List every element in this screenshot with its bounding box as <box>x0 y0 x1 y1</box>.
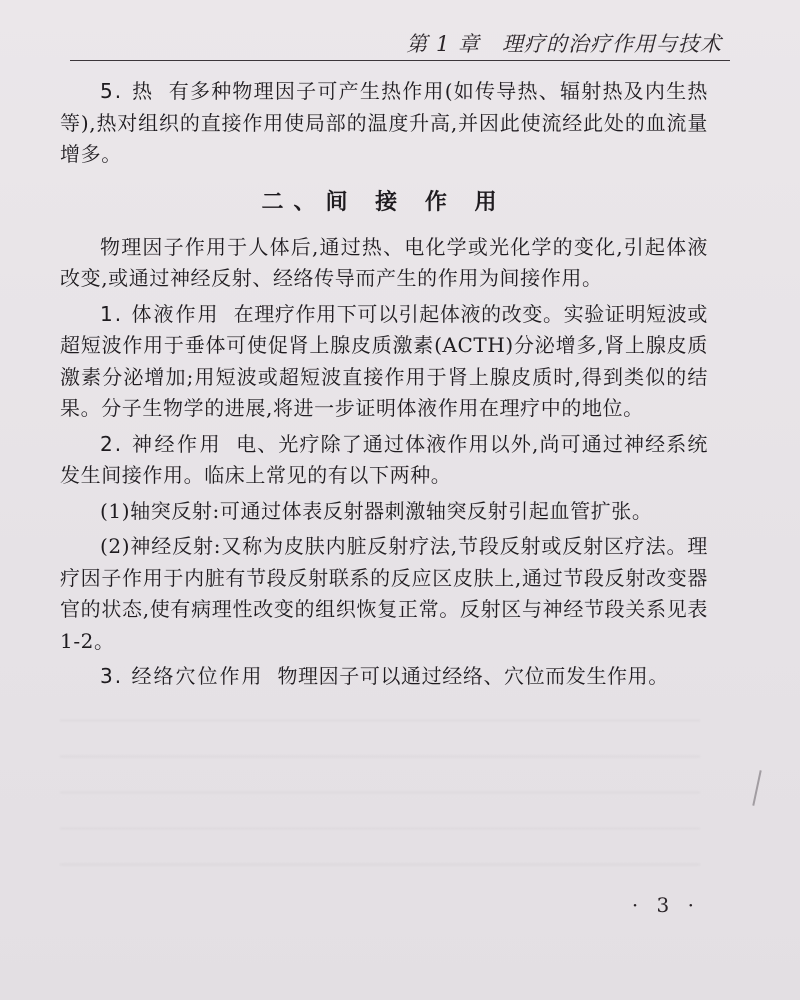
paragraph-nerve-reflex: (2)神经反射:又称为皮肤内脏反射疗法,节段反射或反射区疗法。理疗因子作用于内脏有节段反射联系的反应区皮肤上,通过节段反射改变器官的状态,使有病理性改变的组织恢复正常。反射区与神经节段关系见表 1-2。 <box>60 534 708 653</box>
item-lead-heat: 5. 热 <box>100 79 155 103</box>
running-header: 第 1 章 理疗的治疗作用与技术 <box>406 32 722 56</box>
reverse-side-bleed-through <box>60 700 700 880</box>
section-title: 二、间 接 作 用 <box>261 189 507 215</box>
page-body <box>60 76 708 693</box>
paragraph-axon-reflex: (1)轴突反射:可通过体表反射器刺激轴突反射引起血管扩张。 <box>100 498 653 523</box>
paragraph-heat <box>60 76 708 171</box>
pencil-mark <box>752 770 761 806</box>
paragraph-neural-text: 电、光疗除了通过体液作用以外,尚可通过神经系统发生间接作用。临床上常见的有以下两种。 <box>60 431 708 487</box>
paragraph-meridian-text: 物理因子可以通过经络、穴位而发生作用。 <box>277 664 669 688</box>
paragraph-heat-text: 有多种物理因子可产生热作用(如传导热、辐射热及内生热等),热对组织的直接作用使局部的温度升高,并因此使流经此处的血流量增多。 <box>60 79 708 166</box>
paragraph-indirect-intro: 物理因子作用于人体后,通过热、电化学或光化学的变化,引起体液改变,或通过神经反射、经络传导而产生的作用为间接作用。 <box>60 234 708 290</box>
header-rule <box>70 60 730 61</box>
page-number: · 3 · <box>631 893 700 917</box>
item-lead-meridian: 3. 经络穴位作用 <box>100 664 264 688</box>
paragraph-neural <box>60 429 708 492</box>
paragraph-humoral <box>60 299 708 425</box>
item-lead-humoral: 1. 体液作用 <box>100 301 220 326</box>
paragraph-meridian <box>60 661 708 693</box>
item-lead-neural: 2. 神经作用 <box>100 431 223 456</box>
paragraph-humoral-text: 在理疗作用下可以引起体液的改变。实验证明短波或超短波作用于垂体可使促肾上腺皮质激素(ACTH)分泌增多,肾上腺皮质激素分泌增加;用短波或超短波直接作用于肾上腺皮质时,得到类似的结果。分子生物学的进展,将进一步证明体液作用在理疗中的地位。 <box>60 301 708 420</box>
